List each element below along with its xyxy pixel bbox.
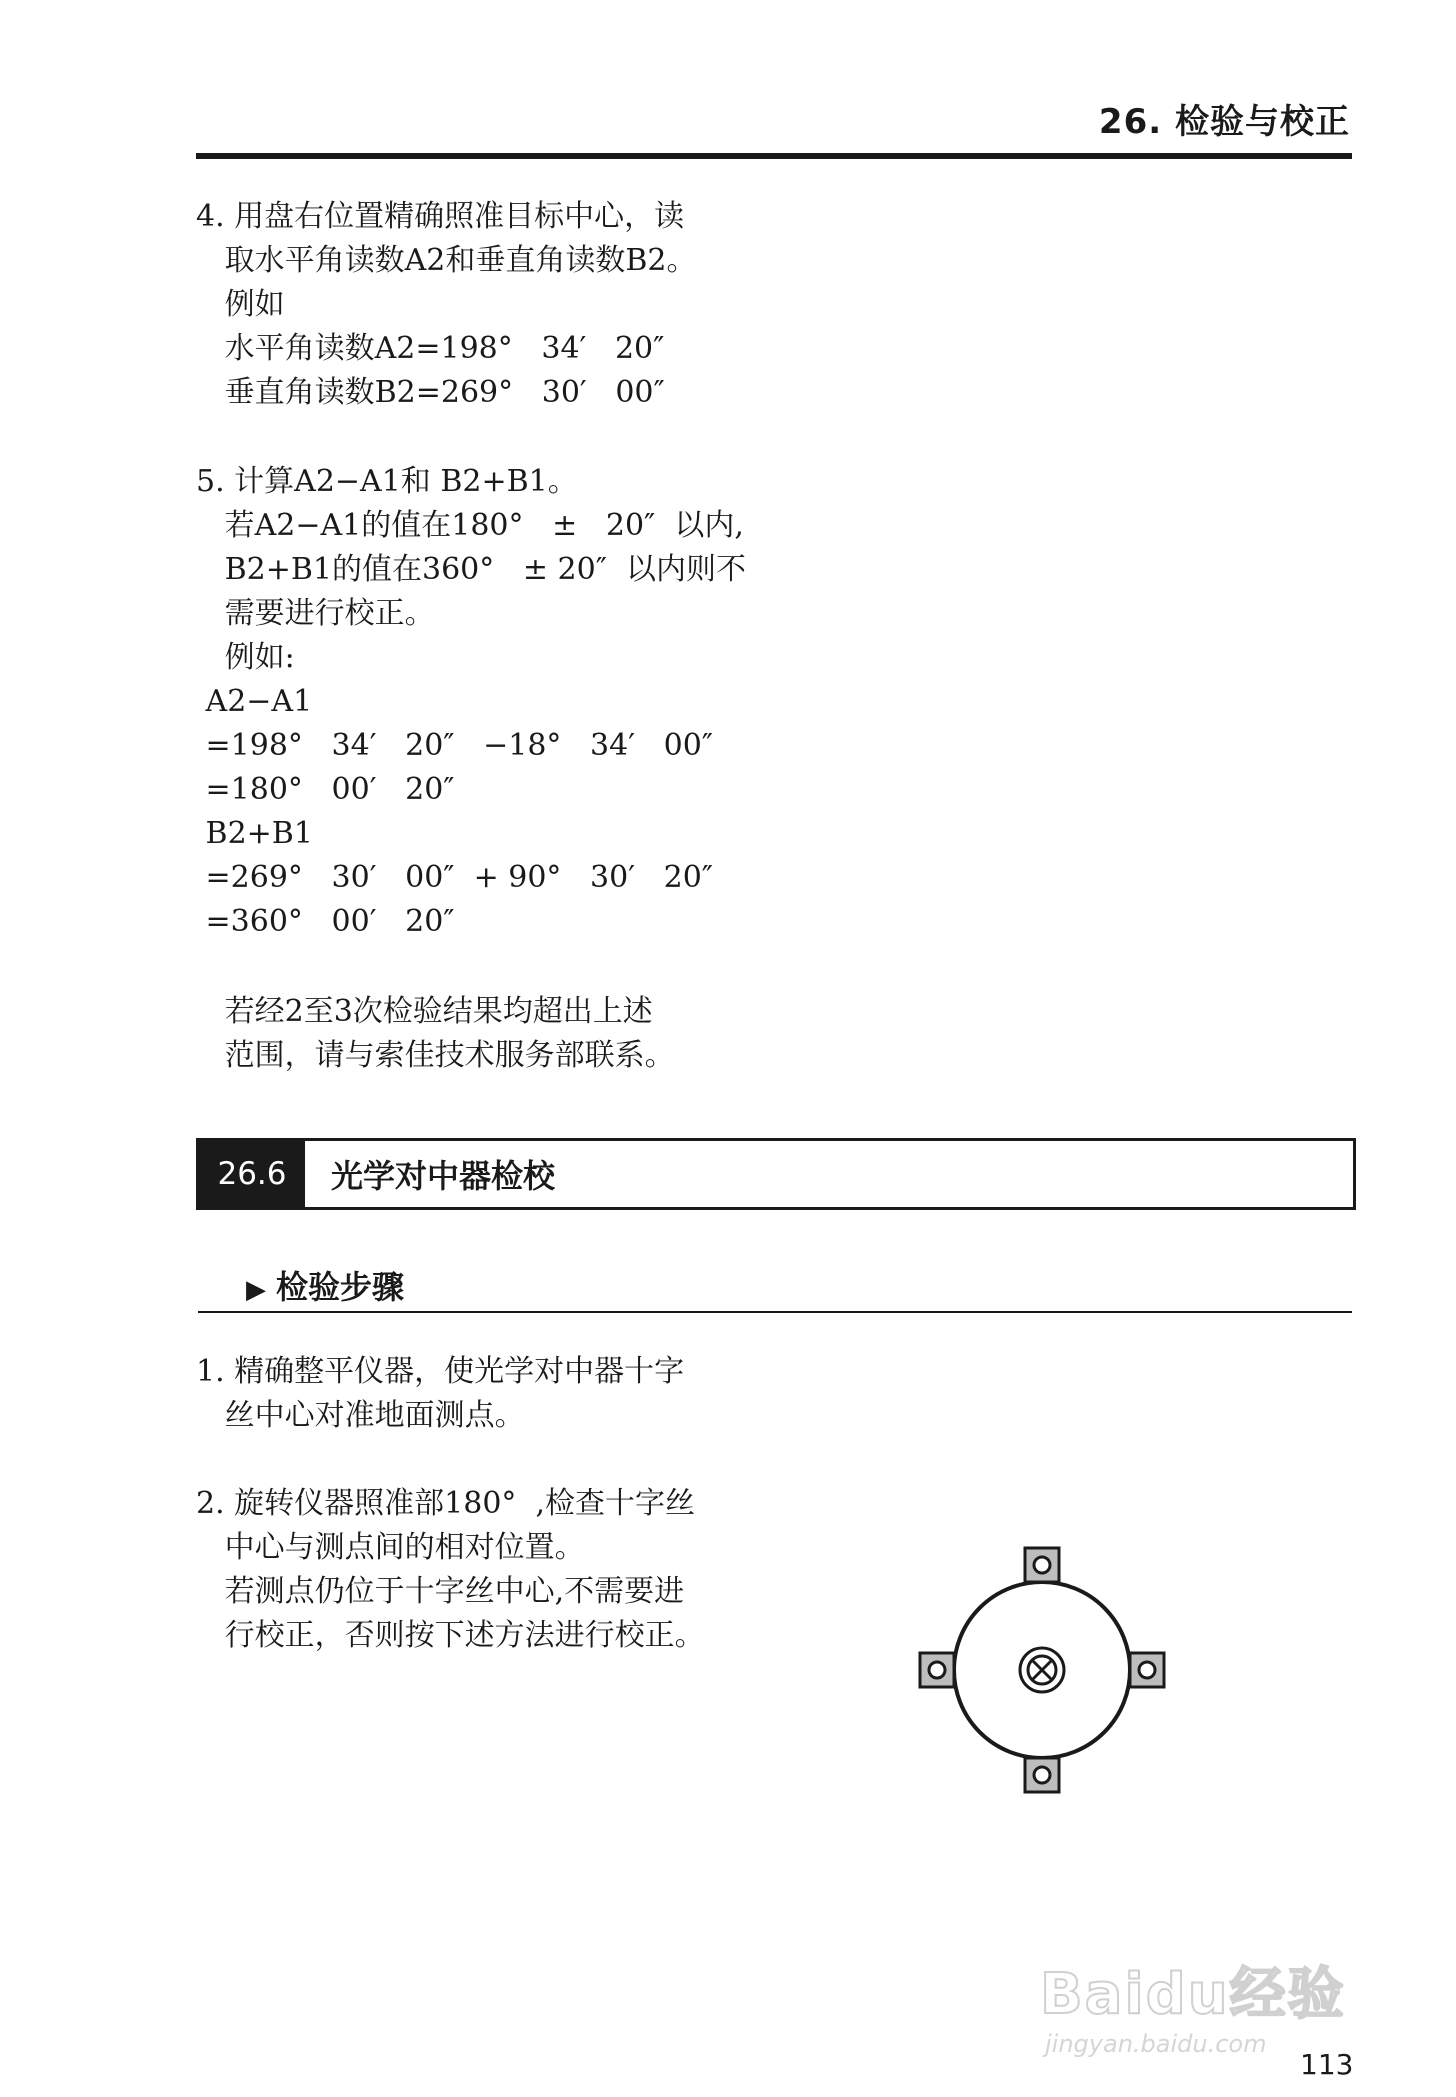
step-4-line: 水平角读数A2=198° 34′ 20″ xyxy=(196,331,665,366)
triangle-right-icon: ▶ xyxy=(246,1275,266,1305)
check-step-2-line: 中心与测点间的相对位置。 xyxy=(196,1530,585,1565)
step-4-line: 垂直角读数B2=269° 30′ 00″ xyxy=(196,375,665,410)
step-5-line: 需要进行校正。 xyxy=(196,596,435,631)
check-step-2-line: 若测点仍位于十字丝中心,不需要进 xyxy=(196,1574,685,1609)
step-4-line: 取水平角读数A2和垂直角读数B2。 xyxy=(196,243,697,278)
subsection-heading xyxy=(246,1262,404,1308)
section-title: 光学对中器检校 xyxy=(331,1157,556,1195)
step-4-block xyxy=(196,195,697,415)
subsection-rule xyxy=(198,1311,1352,1313)
watermark-url: jingyan.baidu.com xyxy=(1045,2030,1267,2058)
section-heading xyxy=(196,1138,1356,1210)
step-5-line: =269° 30′ 00″ + 90° 30′ 20″ xyxy=(196,860,714,895)
chapter-title: 26. 检验与校正 xyxy=(1098,102,1350,142)
note-line: 若经2至3次检验结果均超出上述 xyxy=(196,994,653,1029)
step-5-line: A2−A1 xyxy=(196,684,313,719)
check-step-2 xyxy=(196,1482,705,1658)
note-line: 范围，请与索佳技术服务部联系。 xyxy=(196,1038,675,1073)
step-5-line: =198° 34′ 20″ −18° 34′ 00″ xyxy=(196,728,714,763)
subsection-title: 检验步骤 xyxy=(276,1268,405,1306)
step-5-line: B2+B1 xyxy=(196,816,313,851)
check-step-1 xyxy=(196,1350,684,1438)
step-5-line: =360° 00′ 20″ xyxy=(196,904,455,939)
step-5-block xyxy=(196,460,746,944)
step-5-line: 若A2−A1的值在180° ± 20″ 以内, xyxy=(196,508,744,543)
header-rule xyxy=(196,153,1352,159)
page-number: 113 xyxy=(1300,2048,1354,2081)
check-step-2-line: 行校正，否则按下述方法进行校正。 xyxy=(196,1618,705,1653)
step-5-line: 例如: xyxy=(196,640,295,675)
optical-plummet-reticle-icon xyxy=(912,1540,1172,1800)
check-step-1-line: 丝中心对准地面测点。 xyxy=(196,1398,525,1433)
section-number: 26.6 xyxy=(199,1141,305,1207)
step-5-line: =180° 00′ 20″ xyxy=(196,772,455,807)
note-block xyxy=(196,990,675,1078)
watermark-logo: Baidu经验 xyxy=(1040,1962,1346,2027)
step-5-line: 5. 计算A2−A1和 B2+B1。 xyxy=(196,464,578,499)
step-4-line: 4. 用盘右位置精确照准目标中心，读 xyxy=(196,199,685,234)
step-5-line: B2+B1的值在360° ± 20″ 以内则不 xyxy=(196,552,747,587)
step-4-line: 例如 xyxy=(196,287,285,322)
check-step-2-line: 2. 旋转仪器照准部180° ,检查十字丝 xyxy=(196,1486,696,1521)
check-step-1-line: 1. 精确整平仪器，使光学对中器十字 xyxy=(196,1354,685,1389)
